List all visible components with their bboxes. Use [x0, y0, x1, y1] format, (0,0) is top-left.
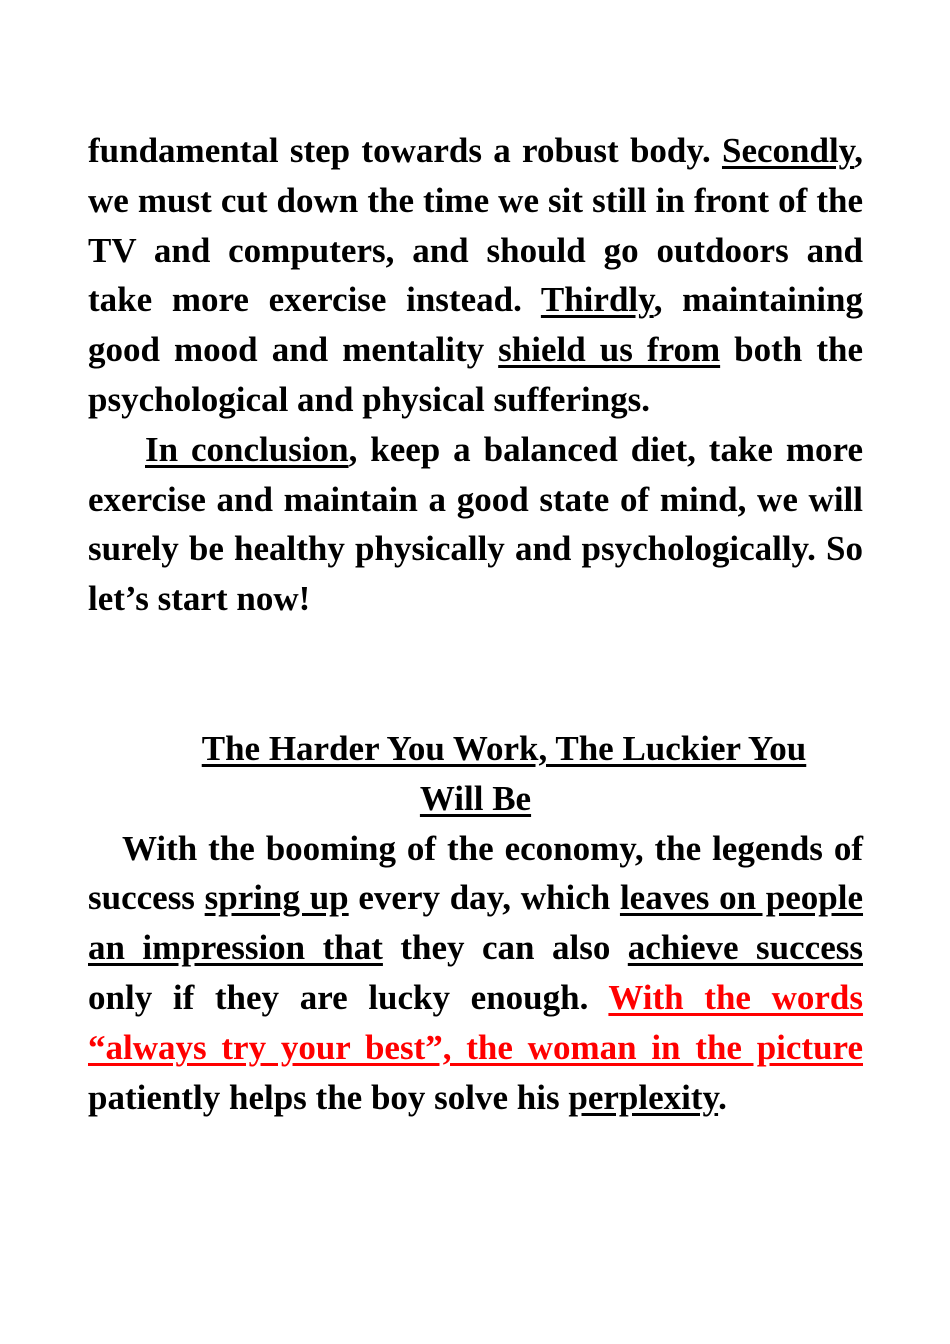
document-page — [88, 126, 863, 1122]
text-run: they can also — [382, 928, 628, 968]
essay1-paragraph-1 — [88, 126, 863, 425]
section-spacer — [88, 624, 863, 724]
text-run: fundamental step towards a robust body. — [88, 131, 722, 170]
text-run: , maintaining good mood and mentality — [88, 280, 863, 370]
text-run: patiently helps the boy solve his — [88, 1077, 569, 1117]
underlined-phrase-impression: leaves on people an impression that — [88, 878, 864, 968]
title-text: Will Be — [419, 778, 532, 818]
essay1-paragraph-2 — [88, 425, 863, 624]
underlined-phrase-shield-us-from: shield us from — [498, 330, 721, 370]
underlined-phrase-spring-up: spring up — [204, 878, 349, 918]
underlined-phrase-in-conclusion: In conclusion — [145, 429, 349, 469]
text-run: . — [718, 1077, 727, 1117]
underlined-phrase-perplexity: perplexity — [568, 1077, 719, 1117]
highlighted-red-sentence: With the words “always try your best”, the woman in the picture — [88, 977, 864, 1067]
essay2-title-line-1: The Harder You Work, The Luckier You — [201, 728, 807, 768]
underlined-phrase-thirdly: Thirdly — [540, 280, 654, 320]
essay2-paragraph-1 — [88, 824, 863, 1123]
underlined-phrase-achieve-success: achieve success — [627, 928, 863, 968]
text-run: both the psychological and physical sufferings. — [88, 330, 863, 419]
text-run: every day, which — [348, 878, 620, 918]
text-run: With the booming of the economy, the legends of success — [88, 828, 863, 918]
essay2-title-line-2 — [88, 774, 863, 824]
text-run: , we must cut down the time we sit still in front of the TV and computers, and should go outdoors and take more exercise instead. — [88, 131, 863, 320]
underlined-phrase-secondly: Secondly — [721, 131, 855, 170]
text-run: , keep a balanced diet, take more exercise and maintain a good state of mind, we will surely be healthy physically and psychologically. So let’s start now! — [88, 429, 863, 619]
text-run: only if they are lucky enough. — [88, 977, 609, 1017]
